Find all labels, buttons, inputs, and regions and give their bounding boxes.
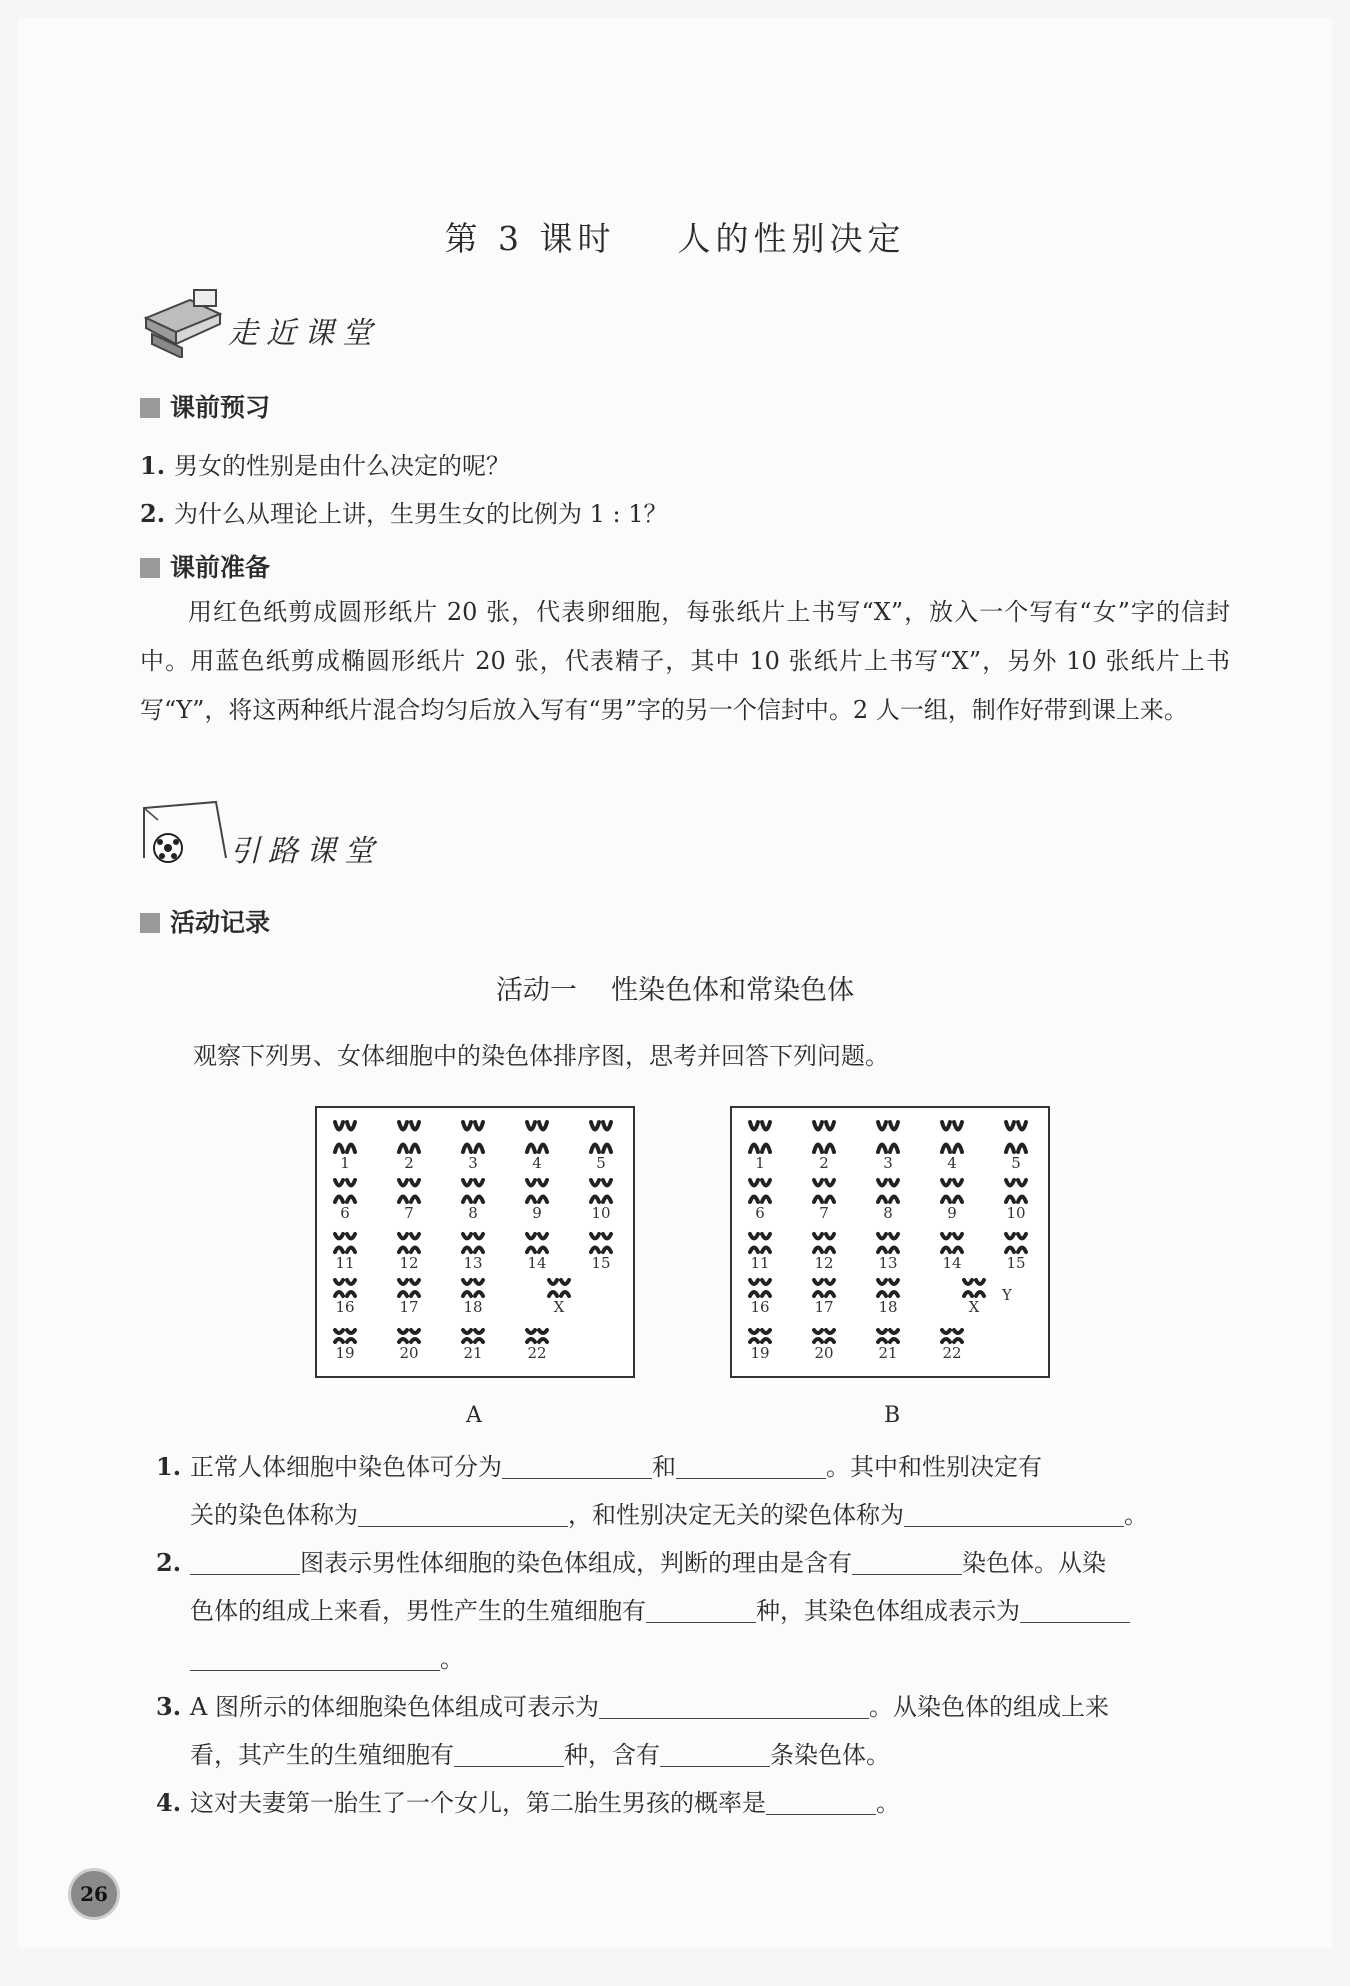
chromosome-glyph: [539, 1234, 547, 1252]
chromosome-glyph: [1018, 1234, 1026, 1252]
chromosome-glyph: [814, 1122, 822, 1152]
chromosome-glyph: [878, 1234, 886, 1252]
chromosome-glyph: [762, 1234, 770, 1252]
chromosome-number-label: 7: [404, 1204, 414, 1222]
chromosome-number-label: 18: [878, 1298, 898, 1316]
chromosome-glyph: [603, 1122, 611, 1152]
chromosome-number-label: 6: [755, 1204, 765, 1222]
chromosome-glyph: [539, 1180, 547, 1202]
chromosome-number-label: 5: [596, 1154, 606, 1172]
chromosome-glyph: [750, 1234, 758, 1252]
chromosome-glyph: [750, 1280, 758, 1296]
books-icon: [138, 288, 228, 358]
chromosome-glyph: [890, 1180, 898, 1202]
chromosome-glyph: [475, 1234, 483, 1252]
chromosome-glyph: [399, 1180, 407, 1202]
chromosome-glyph: [954, 1330, 962, 1342]
chromosome-glyph: [750, 1122, 758, 1152]
chromosome-glyph: [347, 1330, 355, 1342]
soccer-goal-icon: [138, 798, 228, 868]
chromosome-glyph: [411, 1180, 419, 1202]
question-3-line-2: 看，其产生的生殖细胞有 种，含有 条染色体。: [190, 1741, 890, 1769]
chromosome-glyph: [475, 1330, 483, 1342]
chromosome-glyph: [463, 1234, 471, 1252]
chromosome-glyph: [1018, 1122, 1026, 1152]
karyotype-caption-b: B: [884, 1403, 901, 1428]
chromosome-number-label: 15: [591, 1254, 611, 1272]
chromosome-glyph: [1018, 1180, 1026, 1202]
chromosome-number-label: 8: [468, 1204, 478, 1222]
chromosome-glyph: [527, 1330, 535, 1342]
chromosome-glyph: [826, 1330, 834, 1342]
answer-blank[interactable]: [358, 1502, 568, 1527]
chromosome-number-label: 7: [819, 1204, 829, 1222]
chromosome-glyph: [475, 1122, 483, 1152]
karyotype-panel-a: [315, 1106, 635, 1378]
chromosome-number-label: 16: [335, 1298, 355, 1316]
chromosome-glyph: [475, 1280, 483, 1296]
chromosome-number-label: 21: [878, 1344, 898, 1362]
chromosome-glyph: [890, 1234, 898, 1252]
chromosome-number-label: 6: [340, 1204, 350, 1222]
square-bullet-icon: [140, 398, 160, 418]
chromosome-glyph: [942, 1180, 950, 1202]
preview-question-2: 2. 为什么从理论上讲，生男生女的比例为 1 : 1？: [140, 499, 668, 528]
chromosome-number-label: 3: [883, 1154, 893, 1172]
chromosome-glyph: [411, 1280, 419, 1296]
chromosome-glyph: [347, 1280, 355, 1296]
karyotype-panel-b: [730, 1106, 1050, 1378]
chromosome-glyph: [750, 1180, 758, 1202]
chromosome-glyph: [878, 1280, 886, 1296]
chromosome-number-label: 4: [947, 1154, 957, 1172]
question-1-line-1: 1. 正常人体细胞中染色体可分为 和 。其中和性别决定有: [156, 1452, 1042, 1481]
chromosome-glyph: [942, 1330, 950, 1342]
chromosome-glyph: [878, 1330, 886, 1342]
chromosome-glyph: [814, 1180, 822, 1202]
square-bullet-icon: [140, 558, 160, 578]
chromosome-glyph: [954, 1122, 962, 1152]
chromosome-number-label: 2: [819, 1154, 829, 1172]
prepare-heading: 课前准备: [140, 548, 270, 584]
chromosome-glyph: [335, 1280, 343, 1296]
chromosome-glyph: [539, 1330, 547, 1342]
chromosome-number-label: 1: [755, 1154, 765, 1172]
chromosome-number-label: 18: [463, 1298, 483, 1316]
answer-blank[interactable]: [1020, 1598, 1130, 1623]
karyotype-caption-a: A: [466, 1403, 482, 1428]
chromosome-glyph: [347, 1180, 355, 1202]
chromosome-number-label: 14: [527, 1254, 547, 1272]
square-bullet-icon: [140, 913, 160, 933]
chromosome-number-label: 9: [532, 1204, 542, 1222]
chromosome-glyph: [814, 1330, 822, 1342]
chromosome-glyph: [463, 1280, 471, 1296]
karyotype-a-figure: [317, 1108, 633, 1376]
chromosome-glyph: [539, 1122, 547, 1152]
answer-blank[interactable]: [190, 1550, 300, 1575]
preview-heading: 课前预习: [140, 388, 270, 424]
chromosome-number-label: 19: [335, 1344, 355, 1362]
answer-blank[interactable]: [660, 1742, 770, 1767]
chromosome-glyph: [411, 1234, 419, 1252]
chromosome-glyph: [1006, 1122, 1014, 1152]
chromosome-glyph: [1006, 1180, 1014, 1202]
chromosome-number-label: X: [553, 1298, 565, 1316]
page-number-badge: 26: [68, 1868, 120, 1920]
chromosome-glyph: [762, 1330, 770, 1342]
workbook-page: [18, 18, 1332, 1948]
chromosome-glyph: [561, 1280, 569, 1296]
question-3-line-1: 3. A 图所示的体细胞染色体组成可表示为 。从染色体的组成上来: [156, 1692, 1109, 1721]
chromosome-number-label: 16: [750, 1298, 770, 1316]
chromosome-number-label: 2: [404, 1154, 414, 1172]
chromosome-number-label: 11: [750, 1254, 770, 1272]
activity-title: 活动一 性染色体和常染色体: [495, 975, 855, 1006]
question-2-line-1: 2. 图表示男性体细胞的染色体组成，判断的理由是含有 染色体。从染: [156, 1548, 1106, 1577]
chromosome-glyph: [826, 1180, 834, 1202]
answer-blank[interactable]: [766, 1790, 876, 1815]
chromosome-number-label: 17: [814, 1298, 834, 1316]
answer-blank[interactable]: [646, 1598, 756, 1623]
chromosome-glyph: [399, 1330, 407, 1342]
preview-question-1: 1. 男女的性别是由什么决定的呢？: [140, 451, 510, 480]
question-2-line-3: 。: [190, 1635, 464, 1683]
chromosome-glyph: [399, 1280, 407, 1296]
answer-blank[interactable]: [904, 1502, 1124, 1527]
chromosome-glyph: [399, 1122, 407, 1152]
chromosome-number-label: 8: [883, 1204, 893, 1222]
chromosome-number-label: 12: [814, 1254, 834, 1272]
chromosome-glyph: [335, 1330, 343, 1342]
section-label-zoujin: 走近课堂: [228, 316, 380, 351]
chromosome-number-label: 19: [750, 1344, 770, 1362]
chromosome-glyph: [591, 1180, 599, 1202]
prepare-paragraph: 用红色纸剪成圆形纸片 20 张，代表卵细胞，每张纸片上书写“X”，放入一个写有“女”字的信封中。用蓝色纸剪成椭圆形纸片 20 张，代表精子，其中 10 张纸片上书写“X”，另外 10 张纸片上书写“Y”，将这两种纸片混合均匀后放入写有“男”字的另一个信封中。2 人一组，制作好带到课上来。: [140, 598, 1230, 724]
activity-intro: 观察下列男、女体细胞中的染色体排序图，思考并回答下列问题。: [193, 1042, 889, 1070]
chromosome-number-label: X: [968, 1298, 980, 1316]
chromosome-glyph: [878, 1180, 886, 1202]
chromosome-glyph: [399, 1234, 407, 1252]
chromosome-glyph: [527, 1180, 535, 1202]
chromosome-number-label: 10: [1006, 1204, 1026, 1222]
activity-record-heading: 活动记录: [140, 903, 270, 939]
chromosome-glyph: [878, 1122, 886, 1152]
answer-blank[interactable]: [454, 1742, 564, 1767]
chromosome-glyph: [954, 1234, 962, 1252]
chromosome-number-label: 9: [947, 1204, 957, 1222]
chromosome-number-label: 12: [399, 1254, 419, 1272]
chromosome-glyph: [591, 1122, 599, 1152]
answer-blank[interactable]: [502, 1454, 652, 1479]
chromosome-glyph: [335, 1180, 343, 1202]
chromosome-number-label: 20: [399, 1344, 419, 1362]
chromosome-glyph: [762, 1280, 770, 1296]
chromosome-glyph: [826, 1122, 834, 1152]
chromosome-glyph: [411, 1330, 419, 1342]
answer-blank[interactable]: [190, 1646, 440, 1671]
chromosome-glyph: [762, 1180, 770, 1202]
chromosome-glyph: [463, 1180, 471, 1202]
chromosome-number-label: 1: [340, 1154, 350, 1172]
chromosome-glyph: [890, 1330, 898, 1342]
chromosome-glyph: [954, 1180, 962, 1202]
chromosome-number-label: 22: [527, 1344, 547, 1362]
chromosome-glyph: [347, 1122, 355, 1152]
chromosome-glyph: [411, 1122, 419, 1152]
chromosome-glyph: [475, 1180, 483, 1202]
question-2-line-2: 色体的组成上来看，男性产生的生殖细胞有 种，其染色体组成表示为: [190, 1587, 1130, 1635]
chromosome-number-label: 14: [942, 1254, 962, 1272]
chromosome-number-label: 13: [878, 1254, 898, 1272]
chromosome-number-label: 22: [942, 1344, 962, 1362]
chromosome-glyph: [814, 1280, 822, 1296]
y-chromosome-label: Y: [1002, 1286, 1012, 1304]
chromosome-glyph: [549, 1280, 557, 1296]
answer-blank[interactable]: [852, 1550, 962, 1575]
chromosome-glyph: [603, 1234, 611, 1252]
chromosome-glyph: [976, 1280, 984, 1296]
chromosome-number-label: 4: [532, 1154, 542, 1172]
chromosome-glyph: [750, 1330, 758, 1342]
chromosome-glyph: [463, 1122, 471, 1152]
chromosome-glyph: [826, 1234, 834, 1252]
chromosome-glyph: [964, 1280, 972, 1296]
question-4: 4. 这对夫妻第一胎生了一个女儿，第二胎生男孩的概率是 。: [156, 1788, 900, 1817]
chromosome-glyph: [527, 1234, 535, 1252]
chromosome-glyph: [942, 1234, 950, 1252]
chromosome-glyph: [527, 1122, 535, 1152]
karyotype-b-figure: [732, 1108, 1048, 1376]
chromosome-glyph: [603, 1180, 611, 1202]
chromosome-glyph: [890, 1280, 898, 1296]
chromosome-number-label: 17: [399, 1298, 419, 1316]
chromosome-glyph: [814, 1234, 822, 1252]
chromosome-number-label: 21: [463, 1344, 483, 1362]
chromosome-glyph: [890, 1122, 898, 1152]
section-label-yinlu: 引路课堂: [230, 834, 382, 869]
chromosome-glyph: [1006, 1234, 1014, 1252]
chromosome-glyph: [463, 1330, 471, 1342]
chromosome-number-label: 11: [335, 1254, 355, 1272]
chromosome-glyph: [591, 1234, 599, 1252]
chromosome-number-label: 5: [1011, 1154, 1021, 1172]
chromosome-number-label: 13: [463, 1254, 483, 1272]
chromosome-number-label: 20: [814, 1344, 834, 1362]
chromosome-number-label: 15: [1006, 1254, 1026, 1272]
chromosome-glyph: [335, 1234, 343, 1252]
chromosome-number-label: 10: [591, 1204, 611, 1222]
chromosome-number-label: 3: [468, 1154, 478, 1172]
chromosome-glyph: [335, 1122, 343, 1152]
answer-blank[interactable]: [599, 1694, 869, 1719]
chromosome-glyph: [826, 1280, 834, 1296]
question-1-line-2: 关的染色体称为 ，和性别决定无关的梁色体称为 。: [190, 1501, 1148, 1529]
lesson-title: 第 3 课时 人的性别决定: [444, 219, 906, 258]
answer-blank[interactable]: [676, 1454, 826, 1479]
chromosome-glyph: [762, 1122, 770, 1152]
chromosome-glyph: [942, 1122, 950, 1152]
chromosome-glyph: [347, 1234, 355, 1252]
